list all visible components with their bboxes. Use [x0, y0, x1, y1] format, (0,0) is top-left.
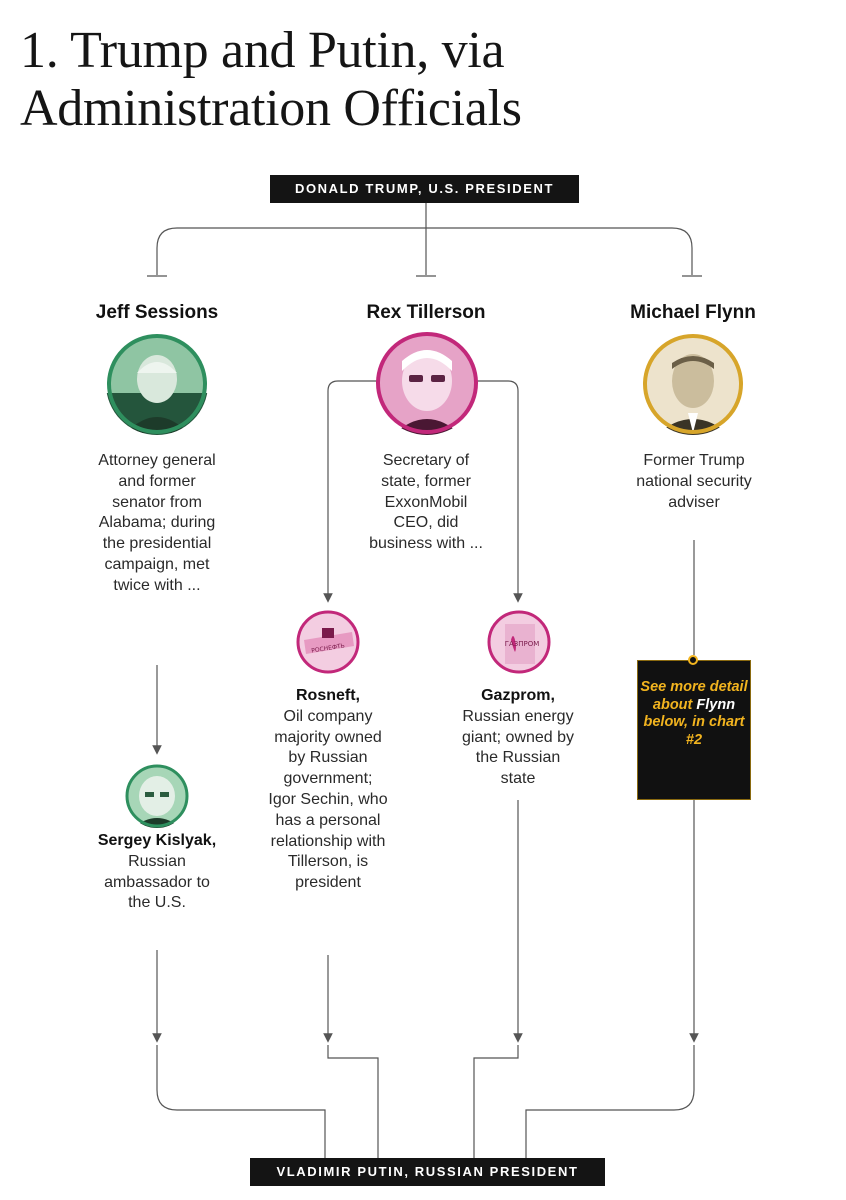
rosneft-logo-text: РОСНЕФТЬ — [310, 642, 346, 655]
rosneft-logo — [296, 610, 360, 674]
flynn-note-line1: See more detail about — [640, 679, 748, 713]
merge-right-inner — [474, 1045, 518, 1158]
official-name-flynn: Michael Flynn — [630, 302, 756, 323]
kislyak-photo — [125, 764, 189, 828]
flynn-photo — [642, 333, 744, 435]
merge-right-outer — [526, 1045, 694, 1158]
merge-left-outer — [157, 1045, 325, 1158]
flynn-note-line2: below, in chart #2 — [643, 714, 745, 748]
flynn-note-box — [637, 660, 751, 800]
putin-node: VLADIMIR PUTIN, RUSSIAN PRESIDENT — [250, 1158, 605, 1186]
sessions-photo — [106, 333, 208, 435]
official-desc-tillerson: Secretary of state, former ExxonMobil CEO, did business with ... — [369, 452, 483, 553]
contact-name-gazprom: Gazprom, — [481, 687, 555, 704]
contact-name-kislyak: Sergey Kislyak, — [97, 832, 217, 849]
contact-rosneft — [268, 686, 388, 894]
official-name-tillerson: Rex Tillerson — [366, 302, 486, 323]
contact-desc-kislyak: Russian ambassador to the U.S. — [104, 852, 210, 912]
official-desc-flynn: Former Trump national security adviser — [636, 452, 752, 511]
contact-kislyak — [97, 831, 217, 914]
contact-desc-rosneft: Oil company majority owned by Russian government; Igor Sechin, who has a personal relationship with Tillerson, is president — [268, 707, 388, 892]
trump-bracket — [157, 203, 692, 275]
contact-desc-gazprom: Russian energy giant; owned by the Russian state — [461, 707, 575, 788]
gazprom-logo-text: ГАЗПРОМ — [504, 640, 540, 648]
contact-name-rosneft: Rosneft, — [296, 687, 360, 704]
official-desc-sessions: Attorney general and former senator from Alabama; during the presidential campaign, met twice with ... — [98, 452, 216, 594]
trump-node: DONALD TRUMP, U.S. PRESIDENT — [270, 175, 579, 203]
flynn-note-highlight: Flynn — [696, 696, 736, 713]
gazprom-logo — [487, 610, 551, 674]
flynn-note-dot — [688, 655, 698, 665]
merge-left-inner — [328, 1045, 378, 1158]
tillerson-photo — [375, 331, 479, 435]
chart-title: 1. Trump and Putin, via Administration Officials — [20, 22, 522, 137]
official-name-sessions: Jeff Sessions — [95, 302, 219, 323]
contact-gazprom — [458, 686, 578, 790]
